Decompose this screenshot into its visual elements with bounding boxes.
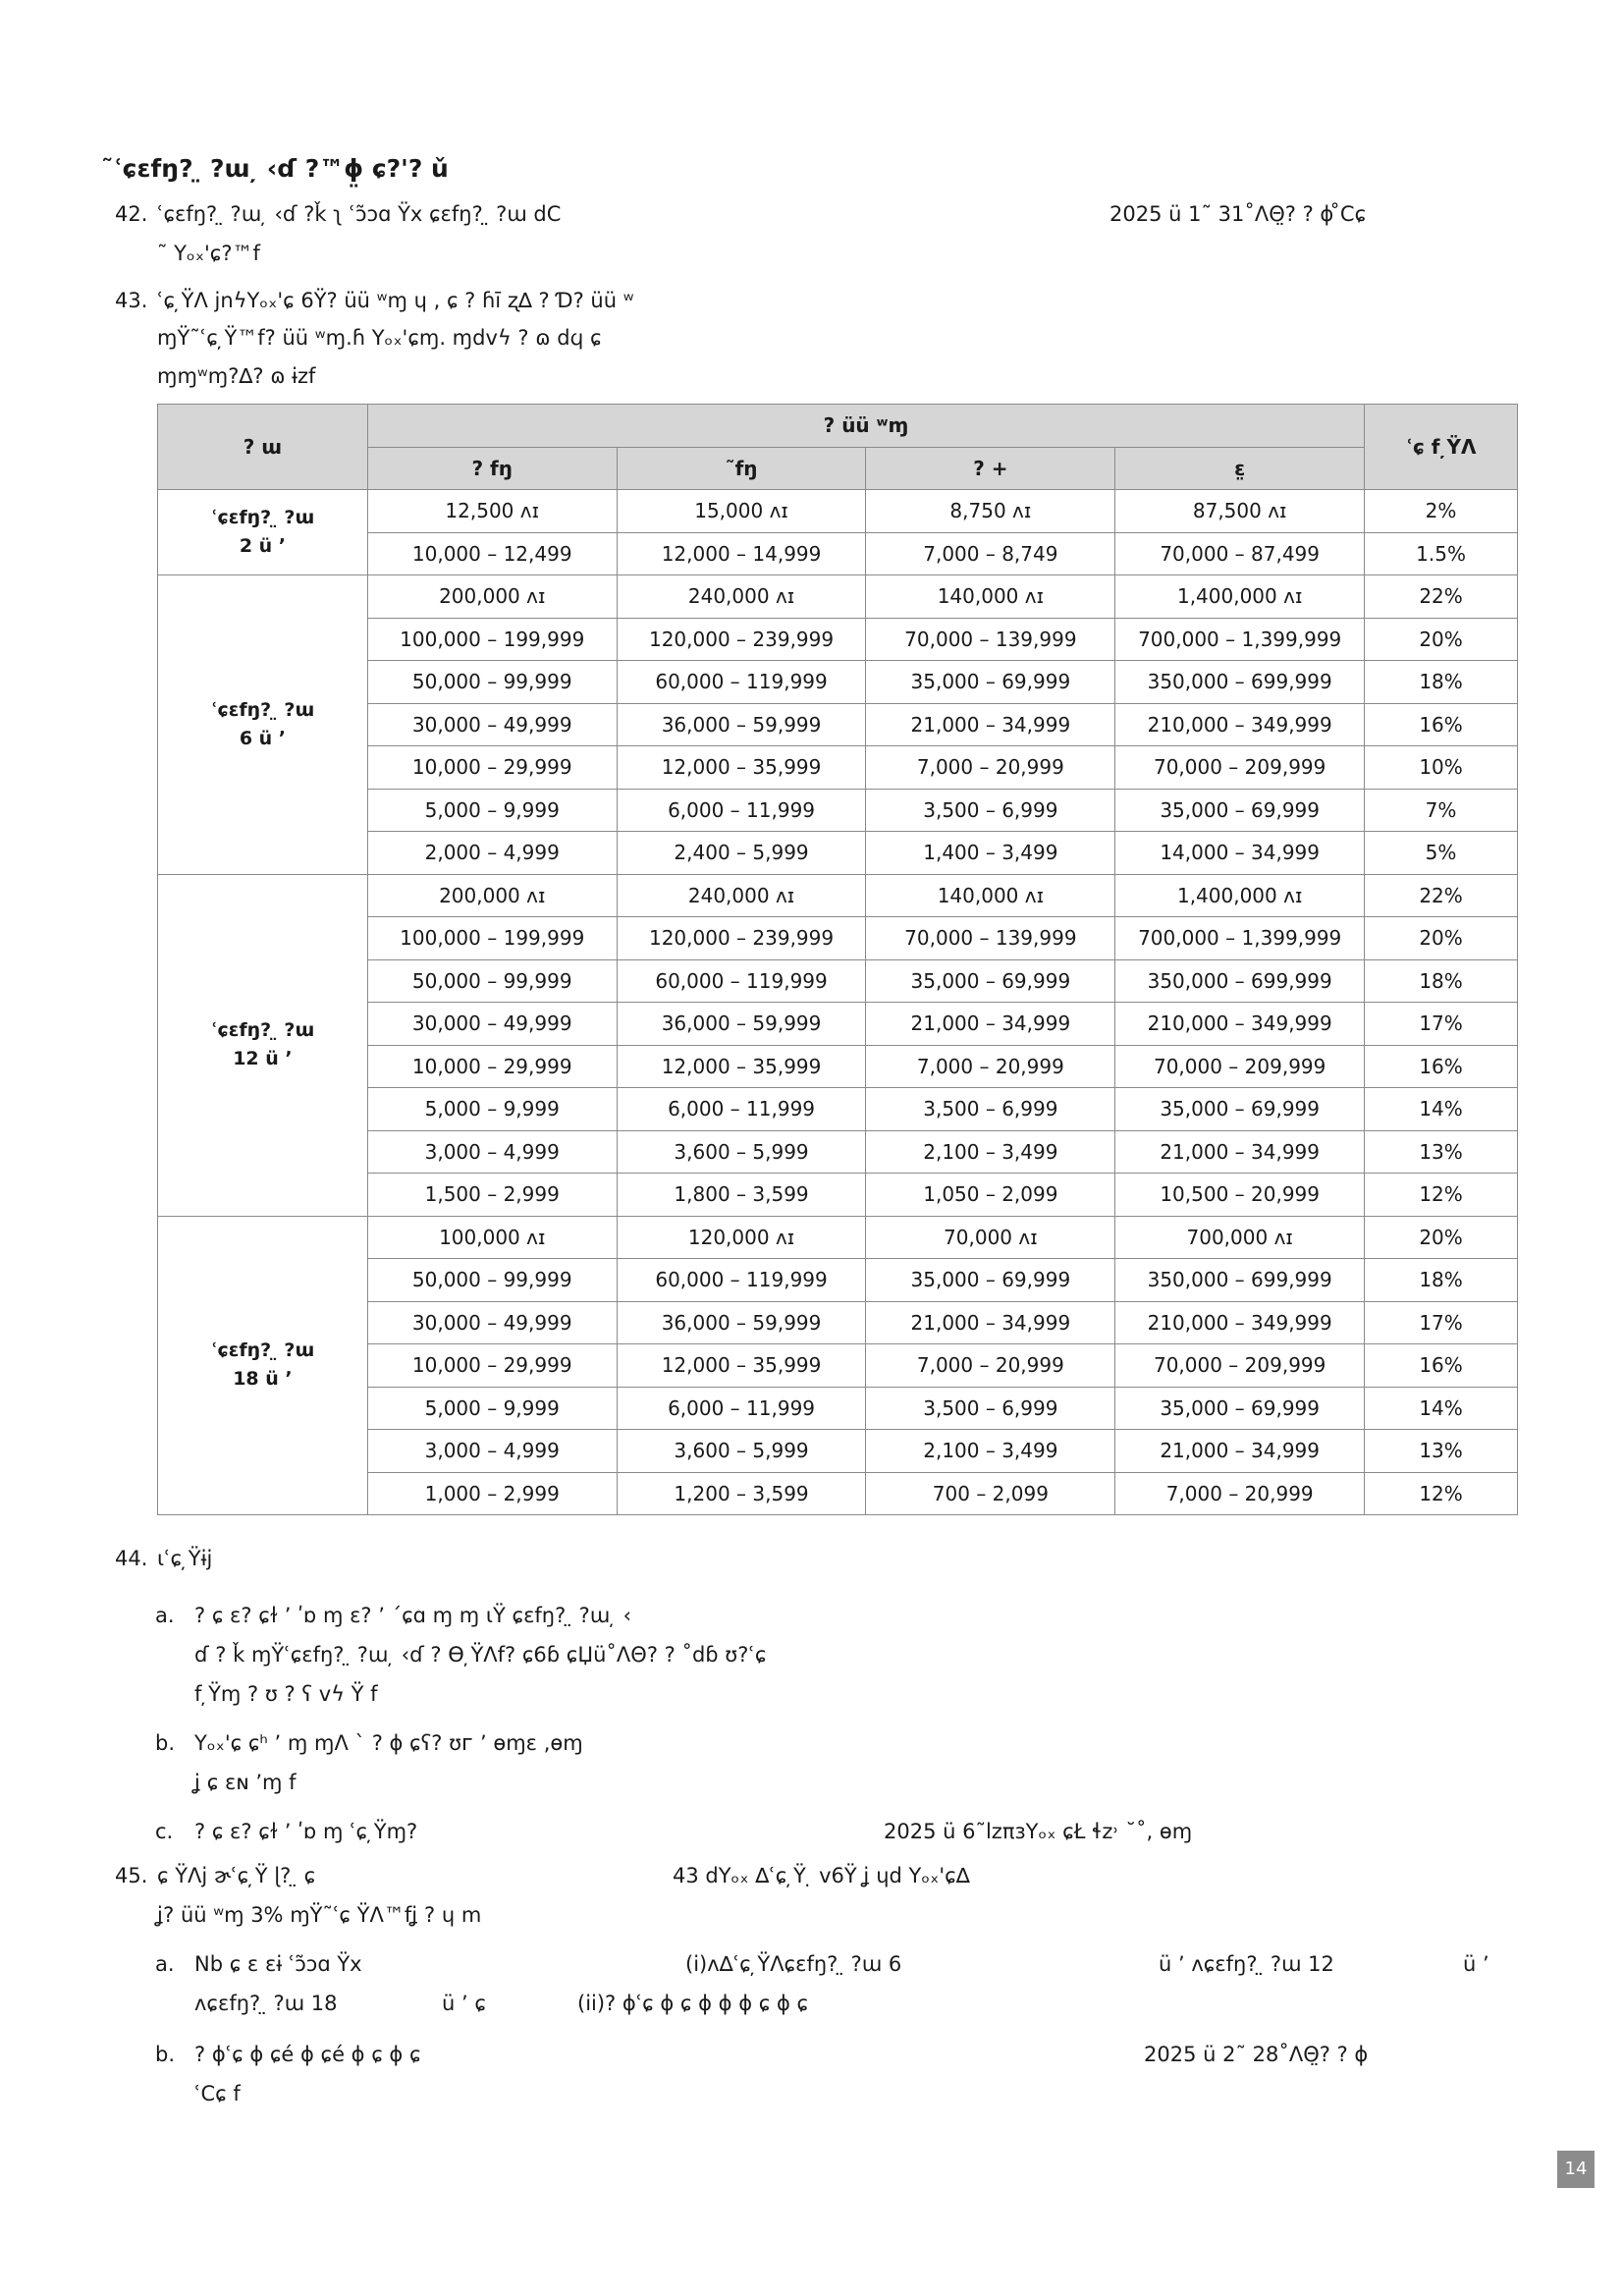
amount-range-cell: 2,100 – 3,499 — [866, 1130, 1115, 1174]
amount-range-cell: 2,000 – 4,999 — [367, 832, 617, 875]
amount-range-cell: 1,000 – 2,999 — [367, 1472, 617, 1515]
item-44-c-label: c. — [155, 1820, 174, 1843]
amount-range-cell: 200,000 ʌɪ — [367, 575, 617, 619]
amount-range-cell: 50,000 – 99,999 — [367, 959, 617, 1003]
amount-range-cell: 210,000 – 349,999 — [1115, 1301, 1365, 1344]
amount-range-cell: 240,000 ʌɪ — [617, 874, 866, 917]
rate-cell: 14% — [1365, 1387, 1518, 1430]
amount-range-cell: 700,000 ʌɪ — [1115, 1216, 1365, 1259]
item-44-c-line1: ? ɕ ɛ? ɕɫ ʼ ʹɒ ɱ ʿɕ ̦Ÿɱ? — [194, 1820, 418, 1843]
amount-range-cell: 210,000 – 349,999 — [1115, 1003, 1365, 1046]
amount-range-cell: 1,050 – 2,099 — [866, 1174, 1115, 1217]
rate-cell: 22% — [1365, 575, 1518, 619]
amount-range-cell: 3,500 – 6,999 — [866, 789, 1115, 832]
amount-range-cell: 1,800 – 3,599 — [617, 1174, 866, 1217]
rate-cell: 1.5% — [1365, 532, 1518, 575]
item-45-b-label: b. — [155, 2043, 176, 2066]
item-45-number: 45. — [115, 1864, 148, 1887]
term-group-duration: 2 ü ʼ — [239, 535, 287, 557]
amount-range-cell: 10,000 – 29,999 — [367, 746, 617, 790]
amount-range-cell: 700,000 – 1,399,999 — [1115, 618, 1365, 661]
rate-cell: 18% — [1365, 661, 1518, 704]
item-45-a-line1c: ü ʼ ʌɕɛfŋ? ̤ ?ɯ 12 — [1159, 1952, 1334, 1976]
amount-range-cell: 140,000 ʌɪ — [866, 874, 1115, 917]
table-row — [158, 874, 1518, 917]
item-42-date: 2025 ü 1˜ 31˚ɅΘ̤? ? ɸ ̊Cɕ — [1109, 202, 1367, 226]
amount-range-cell: 6,000 – 11,999 — [617, 789, 866, 832]
amount-range-cell: 100,000 ʌɪ — [367, 1216, 617, 1259]
header-currency-2: ˜fŋ — [617, 447, 866, 490]
amount-range-cell: 6,000 – 11,999 — [617, 1088, 866, 1131]
amount-range-cell: 3,500 – 6,999 — [866, 1088, 1115, 1131]
amount-range-cell: 7,000 – 8,749 — [866, 532, 1115, 575]
rate-cell: 20% — [1365, 618, 1518, 661]
amount-range-cell: 35,000 – 69,999 — [1115, 1387, 1365, 1430]
header-amount-group: ? üü ʷɱ — [367, 405, 1364, 448]
amount-range-cell: 3,500 – 6,999 — [866, 1387, 1115, 1430]
rate-cell: 13% — [1365, 1430, 1518, 1473]
amount-range-cell: 12,000 – 35,999 — [617, 746, 866, 790]
amount-range-cell: 70,000 – 87,499 — [1115, 532, 1365, 575]
item-44-b-line1: Yₒₓ'ɕ ɕʰ ʼ ɱ ɱɅ ˋ ? ɸ ɕʕ? ʊᴦ ʼ ɵɱɛ ,ɵɱ — [194, 1731, 583, 1755]
amount-range-cell: 21,000 – 34,999 — [1115, 1130, 1365, 1174]
rates-body — [158, 490, 1518, 1515]
amount-range-cell: 15,000 ʌɪ — [617, 490, 866, 533]
term-group-cell — [158, 874, 368, 1216]
amount-range-cell: 12,000 – 35,999 — [617, 1344, 866, 1388]
amount-range-cell: 70,000 – 139,999 — [866, 917, 1115, 960]
amount-range-cell: 3,600 – 5,999 — [617, 1430, 866, 1473]
item-44-a-label: a. — [155, 1604, 175, 1627]
amount-range-cell: 12,000 – 35,999 — [617, 1045, 866, 1088]
amount-range-cell: 350,000 – 699,999 — [1115, 959, 1365, 1003]
amount-range-cell: 3,000 – 4,999 — [367, 1130, 617, 1174]
item-45-line2: ʝ? üü ʷɱ 3% ɱŸ˜ʿɕ ŸɅ™fʝ ? ɥ m — [157, 1903, 482, 1927]
section-heading: ˜ʿɕɛfŋ? ̤ ?ɯ ̦ ‹ɗ ?™ɸ̤ ɕ?'? ǔ — [101, 154, 449, 183]
item-45-a-line1d: ü ʼ — [1463, 1952, 1489, 1976]
amount-range-cell: 2,400 – 5,999 — [617, 832, 866, 875]
rate-cell: 5% — [1365, 832, 1518, 875]
term-group-label: ʿɕɛfŋ? ̤ ?ɯ — [210, 1019, 315, 1041]
term-group-duration: 6 ü ʼ — [239, 727, 287, 749]
amount-range-cell: 36,000 – 59,999 — [617, 1003, 866, 1046]
rate-cell: 14% — [1365, 1088, 1518, 1131]
item-42-line1: ʿɕɛfŋ? ̤ ?ɯ ̦ ‹ɗ ?ǩ ʅ ʿɔ̃ɔɑ Ÿx ɕɛfŋ? ̤ ?ɯ dC — [157, 202, 562, 226]
amount-range-cell: 70,000 – 209,999 — [1115, 746, 1365, 790]
rate-cell: 20% — [1365, 917, 1518, 960]
amount-range-cell: 700 – 2,099 — [866, 1472, 1115, 1515]
amount-range-cell: 5,000 – 9,999 — [367, 789, 617, 832]
rate-cell: 12% — [1365, 1174, 1518, 1217]
term-group-cell — [158, 1216, 368, 1515]
amount-range-cell: 140,000 ʌɪ — [866, 575, 1115, 619]
amount-range-cell: 210,000 – 349,999 — [1115, 703, 1365, 746]
amount-range-cell: 1,400 – 3,499 — [866, 832, 1115, 875]
rate-cell: 10% — [1365, 746, 1518, 790]
amount-range-cell: 21,000 – 34,999 — [866, 1003, 1115, 1046]
term-group-cell — [158, 575, 368, 875]
rate-cell: 13% — [1365, 1130, 1518, 1174]
item-43-line3: ɱɱʷɱ?∆? ɷ ɨzf — [157, 364, 316, 388]
item-44-a-line3: f ̦Ÿɱ ? ʊ ? ʕ vϟ Ÿ f — [194, 1682, 378, 1706]
amount-range-cell: 6,000 – 11,999 — [617, 1387, 866, 1430]
amount-range-cell: 70,000 ʌɪ — [866, 1216, 1115, 1259]
amount-range-cell: 35,000 – 69,999 — [866, 959, 1115, 1003]
item-45-a-line2b: ü ʼ ɕ — [442, 1992, 486, 2015]
item-45-b-date: 2025 ü 2˜ 28˚ɅΘ̤? ? ɸ — [1144, 2043, 1369, 2066]
amount-range-cell: 36,000 – 59,999 — [617, 703, 866, 746]
item-44-a-line1: ? ɕ ɛ? ɕɫ ʼ ʹɒ ɱ ɛ? ʼ ˊɕɑ ɱ ɱ ɩŸ ɕɛfŋ? ̤ ?ɯ ̦ ‹ — [194, 1604, 631, 1627]
page-number-badge: 14 — [1557, 2151, 1595, 2188]
rate-cell: 17% — [1365, 1301, 1518, 1344]
item-45-a-line2a: ʌɕɛfŋ? ̤ ?ɯ 18 — [194, 1992, 338, 2015]
amount-range-cell: 35,000 – 69,999 — [866, 661, 1115, 704]
amount-range-cell: 50,000 – 99,999 — [367, 661, 617, 704]
header-currency-4: ɛ̤ — [1115, 447, 1365, 490]
item-44-b-label: b. — [155, 1731, 176, 1755]
amount-range-cell: 7,000 – 20,999 — [1115, 1472, 1365, 1515]
item-44-head: ɩʿɕ ̦Ÿɨj — [157, 1547, 213, 1570]
item-45-b-line1a: ? ɸʿɕ ɸ ɕé ɸ ɕé ɸ ɕ ɸ ɕ — [194, 2043, 421, 2066]
item-42-line2: ˜ Yₒₓ'ɕ?™f — [157, 242, 260, 265]
amount-range-cell: 50,000 – 99,999 — [367, 1259, 617, 1302]
item-45-line1a: ɕ ŸɅj ɚʿɕ ̦Ÿ ɭ? ̤ ɕ — [157, 1864, 316, 1887]
amount-range-cell: 70,000 – 209,999 — [1115, 1045, 1365, 1088]
amount-range-cell: 100,000 – 199,999 — [367, 618, 617, 661]
term-group-cell — [158, 490, 368, 575]
amount-range-cell: 2,100 – 3,499 — [866, 1430, 1115, 1473]
amount-range-cell: 60,000 – 119,999 — [617, 661, 866, 704]
amount-range-cell: 30,000 – 49,999 — [367, 703, 617, 746]
term-group-label: ʿɕɛfŋ? ̤ ?ɯ — [210, 507, 315, 528]
amount-range-cell: 7,000 – 20,999 — [866, 1045, 1115, 1088]
amount-range-cell: 1,400,000 ʌɪ — [1115, 874, 1365, 917]
table-row — [158, 1216, 1518, 1259]
header-rate: ʿɕ f ̦ŸɅ — [1365, 405, 1518, 490]
amount-range-cell: 5,000 – 9,999 — [367, 1387, 617, 1430]
table-row — [158, 575, 1518, 619]
amount-range-cell: 1,500 – 2,999 — [367, 1174, 617, 1217]
item-44-b-line2: ʝ ɕ ɛɴ ʼɱ f — [194, 1771, 297, 1794]
amount-range-cell: 100,000 – 199,999 — [367, 917, 617, 960]
item-44-number: 44. — [115, 1547, 148, 1570]
amount-range-cell: 700,000 – 1,399,999 — [1115, 917, 1365, 960]
rate-cell: 17% — [1365, 1003, 1518, 1046]
item-43-line2: ɱŸ˜ʿɕ ̦Ÿ™f? üü ʷɱ.ɦ Yₒₓ'ɕɱ. ɱdvϟ ? ɷ dϥ ɕ — [157, 326, 602, 350]
rates-table — [157, 404, 1518, 1515]
amount-range-cell: 10,500 – 20,999 — [1115, 1174, 1365, 1217]
amount-range-cell: 35,000 – 69,999 — [866, 1259, 1115, 1302]
amount-range-cell: 1,400,000 ʌɪ — [1115, 575, 1365, 619]
item-45-a-line2c: (ii)? ɸʿɕ ɸ ɕ ɸ ɸ ɸ ɕ ɸ ɕ — [577, 1992, 809, 2015]
rate-cell: 2% — [1365, 490, 1518, 533]
item-45-a-line1a: Nb ɕ ɛ ɛɨ ʿɔ̃ɔɑ Ÿx — [194, 1952, 362, 1976]
amount-range-cell: 1,200 – 3,599 — [617, 1472, 866, 1515]
amount-range-cell: 14,000 – 34,999 — [1115, 832, 1365, 875]
amount-range-cell: 5,000 – 9,999 — [367, 1088, 617, 1131]
header-currency-3: ? + — [866, 447, 1115, 490]
amount-range-cell: 21,000 – 34,999 — [866, 1301, 1115, 1344]
amount-range-cell: 87,500 ʌɪ — [1115, 490, 1365, 533]
term-group-label: ʿɕɛfŋ? ̤ ?ɯ — [210, 698, 315, 721]
amount-range-cell: 10,000 – 29,999 — [367, 1344, 617, 1388]
item-44-a-line2: ɗ ? ǩ ɱŸʿɕɛfŋ? ̤ ?ɯ ̦ ‹ɗ ? Ɵ ̦ŸɅf? ɕ6ɓ ɕЏü˚ɅΘ? ? ˚dɓ ʊ?ʿɕ — [194, 1643, 767, 1667]
amount-range-cell: 70,000 – 139,999 — [866, 618, 1115, 661]
table-row — [158, 490, 1518, 533]
item-43-number: 43. — [115, 289, 148, 312]
amount-range-cell: 35,000 – 69,999 — [1115, 1088, 1365, 1131]
amount-range-cell: 36,000 – 59,999 — [617, 1301, 866, 1344]
item-45-b-line2: ʿCɕ f — [194, 2082, 241, 2105]
item-42-number: 42. — [115, 202, 148, 226]
amount-range-cell: 10,000 – 12,499 — [367, 532, 617, 575]
amount-range-cell: 240,000 ʌɪ — [617, 575, 866, 619]
rate-cell: 18% — [1365, 1259, 1518, 1302]
rate-cell: 18% — [1365, 959, 1518, 1003]
amount-range-cell: 120,000 – 239,999 — [617, 618, 866, 661]
item-45-line1b: 43 dYₒₓ ∆ʿɕ ̦Ÿ ̣ v6Ÿ ʝ ɥd Yₒₓ'ɕ∆ — [673, 1864, 970, 1887]
amount-range-cell: 35,000 – 69,999 — [1115, 789, 1365, 832]
rate-cell: 12% — [1365, 1472, 1518, 1515]
term-group-duration: 12 ü ʼ — [233, 1048, 293, 1069]
amount-range-cell: 30,000 – 49,999 — [367, 1301, 617, 1344]
amount-range-cell: 21,000 – 34,999 — [866, 703, 1115, 746]
header-term: ? ɯ — [158, 405, 368, 490]
rate-cell: 20% — [1365, 1216, 1518, 1259]
term-group-label: ʿɕɛfŋ? ̤ ?ɯ — [210, 1339, 315, 1362]
amount-range-cell: 3,000 – 4,999 — [367, 1430, 617, 1473]
rate-cell: 16% — [1365, 703, 1518, 746]
amount-range-cell: 12,000 – 14,999 — [617, 532, 866, 575]
rate-cell: 22% — [1365, 874, 1518, 917]
amount-range-cell: 8,750 ʌɪ — [866, 490, 1115, 533]
amount-range-cell: 7,000 – 20,999 — [866, 1344, 1115, 1388]
item-43-line1: ʿɕ ̦ŸɅ jnϟYₒₓ'ɕ 6Ÿ? üü ʷɱ ɥ , ɕ ? ɦī ʐ∆ ? Ɗ? üü ʷ — [157, 289, 634, 312]
amount-range-cell: 21,000 – 34,999 — [1115, 1430, 1365, 1473]
term-group-duration: 18 ü ʼ — [233, 1368, 293, 1391]
amount-range-cell: 30,000 – 49,999 — [367, 1003, 617, 1046]
amount-range-cell: 200,000 ʌɪ — [367, 874, 617, 917]
header-currency-1: ? fŋ — [367, 447, 617, 490]
amount-range-cell: 350,000 – 699,999 — [1115, 1259, 1365, 1302]
amount-range-cell: 60,000 – 119,999 — [617, 959, 866, 1003]
amount-range-cell: 70,000 – 209,999 — [1115, 1344, 1365, 1388]
amount-range-cell: 10,000 – 29,999 — [367, 1045, 617, 1088]
rate-cell: 16% — [1365, 1045, 1518, 1088]
item-44-c-date: 2025 ü 6˜lzπɜYₒₓ ɕŁ ɬz˒ ˘˚, ɵɱ — [884, 1820, 1193, 1843]
amount-range-cell: 60,000 – 119,999 — [617, 1259, 866, 1302]
amount-range-cell: 12,500 ʌɪ — [367, 490, 617, 533]
item-45-a-label: a. — [155, 1952, 175, 1976]
amount-range-cell: 120,000 – 239,999 — [617, 917, 866, 960]
amount-range-cell: 3,600 – 5,999 — [617, 1130, 866, 1174]
amount-range-cell: 7,000 – 20,999 — [866, 746, 1115, 790]
rate-cell: 16% — [1365, 1344, 1518, 1388]
amount-range-cell: 350,000 – 699,999 — [1115, 661, 1365, 704]
rate-cell: 7% — [1365, 789, 1518, 832]
item-45-a-line1b: (i)ʌ∆ʿɕ ̦ŸɅɕɛfŋ? ̤ ?ɯ 6 — [685, 1952, 902, 1976]
amount-range-cell: 120,000 ʌɪ — [617, 1216, 866, 1259]
